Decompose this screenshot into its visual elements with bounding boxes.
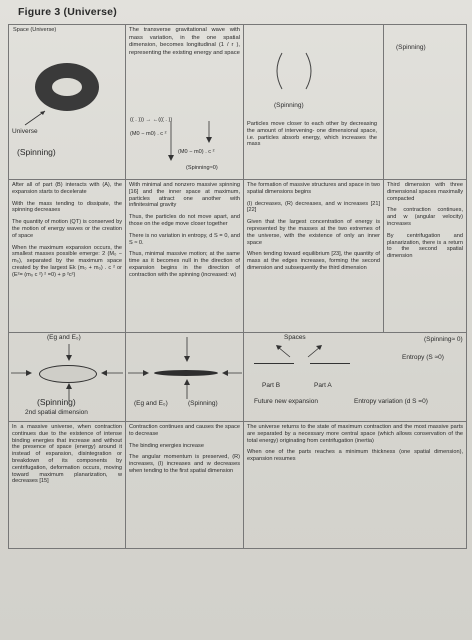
part-b-line: [254, 363, 294, 364]
entropy-label: Entropy (S ≈0): [402, 354, 444, 361]
down-arrow-icon: [64, 344, 74, 362]
cell-structures-text: [244, 180, 384, 333]
cell-returns-text: [244, 422, 467, 549]
right-arrow-icon: [128, 369, 150, 377]
figure-table: [8, 24, 466, 636]
spinning-label: (Spinning): [274, 102, 304, 109]
cell-minimal-spinning-text: [126, 180, 244, 333]
spinning-label: (Spinning): [17, 147, 56, 157]
particles-text: Particles move closer to each other by decreasing the amount of intervening- one dimensional space, i.e. particles absorb energy, which increases the mass: [247, 121, 377, 148]
spatial-dimension-label: 2nd spatial dimension: [25, 409, 88, 416]
table-row: [9, 180, 467, 333]
universe-label: Universe: [12, 128, 38, 135]
spinning-label: (Spinning): [37, 397, 76, 407]
cell-2d-disk: [9, 333, 126, 422]
paragraph: Given that the largest concentration of energy is represented by the masses at the two extremes of the universe, with the existence of only an inner space: [247, 219, 380, 246]
spaces-label: Spaces: [284, 334, 306, 341]
spinning-zero-label: (Spinning≈ 0): [424, 336, 463, 343]
wave-formula-arrows: (( . ))) → ←((( . )): [130, 117, 173, 123]
paragraph: The contraction continues, and w (angular velocity) increases: [387, 207, 463, 227]
table-row: [9, 25, 467, 180]
space-universe-label: Space (Universe): [13, 27, 57, 33]
left-arrow-icon: [222, 369, 242, 377]
spinning-label: (Spinning): [396, 44, 426, 51]
cell-massive-universe-text: [9, 422, 126, 549]
paragraph: (I) decreases, (R) decreases, and w increases [21] [22]: [247, 200, 380, 214]
entropy-spinning-label: (Spinning≈0): [186, 165, 218, 171]
table-row: [9, 333, 467, 422]
paragraph: When one of the parts reaches a minimum thickness (one spatial dimension), expansion resumes: [247, 449, 463, 463]
gravitational-wave-text: The transverse gravitational wave with mass variation, in the one spatial dimension, becomes longitudinal (1 / r ), representing the existing energy and space: [129, 27, 240, 56]
cell-space-universe: [9, 25, 126, 180]
paragraph: With the mass tending to dissipate, the spinning decreases: [12, 200, 122, 214]
cell-thin-disk: [126, 333, 244, 422]
spaces-arrows-icon: [274, 343, 334, 359]
parenthesis-shape: [272, 51, 316, 91]
paragraph: When the maximum expansion occurs, the smallest masses possible emerge: 2 (M₀ − m₀), separated by the maximum space created by the largest Ek (m₀ + m₀) . c ² or (E²= (m₀ c ²) ² =0) + p ²c²): [12, 244, 122, 278]
cell-contraction-text: [126, 422, 244, 549]
paragraph: Thus, the particles do not move apart, and those on the edge move closer together: [129, 214, 240, 227]
table-row: [9, 422, 467, 549]
paragraph: Thus, minimal massive motion; at the same time as it becomes null in the direction of expansion begins in the direction of contraction with the spinning (increased: w): [129, 251, 240, 278]
paragraph: After all of part (B) interacts with (A), the expansion starts to decelerate: [12, 182, 122, 195]
figure-title: Figure 3 (Universe): [18, 6, 117, 18]
left-arrow-icon: [101, 369, 123, 377]
cell-future-expansion: [244, 333, 467, 422]
eg-e0-label: (Eg and E₀): [47, 334, 81, 341]
down-arrow-icon: [166, 121, 176, 161]
part-a-line: [310, 363, 350, 364]
paragraph: Contraction continues and causes the space to decrease: [129, 424, 240, 437]
cell-spinning: [384, 25, 467, 180]
paragraph: The universe returns to the state of maximum contraction and the most massive parts are separated by a necessary more central space (which allows conservation of the total energy) originating from centrifugation (inertia): [247, 424, 463, 444]
paragraph: Third dimension with three dimensional spaces maximally compacted: [387, 182, 463, 202]
part-b-label: Part B: [262, 382, 281, 389]
entropy-variation-label: Entropy variation (d S =0): [354, 398, 428, 405]
paragraph: The binding energies increase: [129, 442, 204, 449]
cell-third-dimension-text: [384, 180, 467, 333]
cell-gravitational-wave: [126, 25, 244, 180]
universe-ring: [35, 63, 99, 111]
flat-disk-shape: [39, 365, 97, 383]
spinning-label: (Spinning): [188, 400, 218, 407]
mass-formula-left: (M0 − m0) . c ²: [130, 131, 167, 137]
down-arrow-icon: [182, 337, 192, 363]
paragraph: In a massive universe, when contraction continues due to the existence of intense binding energies that increase and without the presence of space (energy) around it instead of expansion, disintegration or breakdown of its components by centrifugation, deformation occurs, moving toward maximum planarization, w decreases [15]: [12, 424, 122, 485]
mass-formula-right: (M0 − m0) . c ²: [178, 149, 215, 155]
future-expansion-label: Future new expansion: [254, 398, 318, 405]
paragraph: The quantity of motion (QT) is conserved by the motion of energy waves or the creation of space: [12, 219, 122, 239]
paragraph: With minimal and nonzero massive spinning [16] and the inner space at maximum, particles attract one another with infinitesimal gravity: [129, 182, 240, 209]
thin-disk-shape: [154, 370, 218, 376]
paragraph: The formation of massive structures and space in two spatial dimensions begins: [247, 182, 380, 195]
part-a-label: Part A: [314, 382, 332, 389]
paragraph: When tending toward equilibrium [23], the quantity of mass at the edges increases, forming the second dimension and subsequently the third dimension: [247, 251, 380, 271]
paragraph: There is no variation in entropy, d S = 0, and S ≈ 0.: [129, 232, 240, 246]
right-arrow-icon: [11, 369, 33, 377]
pointer-arrow-icon: [23, 107, 53, 127]
paragraph: The angular momentum is preserved, (R) increases, (I) increases and w decreases when tending to the first spatial dimension: [129, 454, 240, 474]
cell-particles: [244, 25, 384, 180]
up-arrow-icon: [182, 379, 192, 399]
cell-expansion-text: [9, 180, 126, 333]
paragraph: By centrifugation and planarization, there is a return to the second spatial dimension: [387, 232, 463, 260]
eg-e0-label: (Eg and E₀): [134, 400, 168, 407]
